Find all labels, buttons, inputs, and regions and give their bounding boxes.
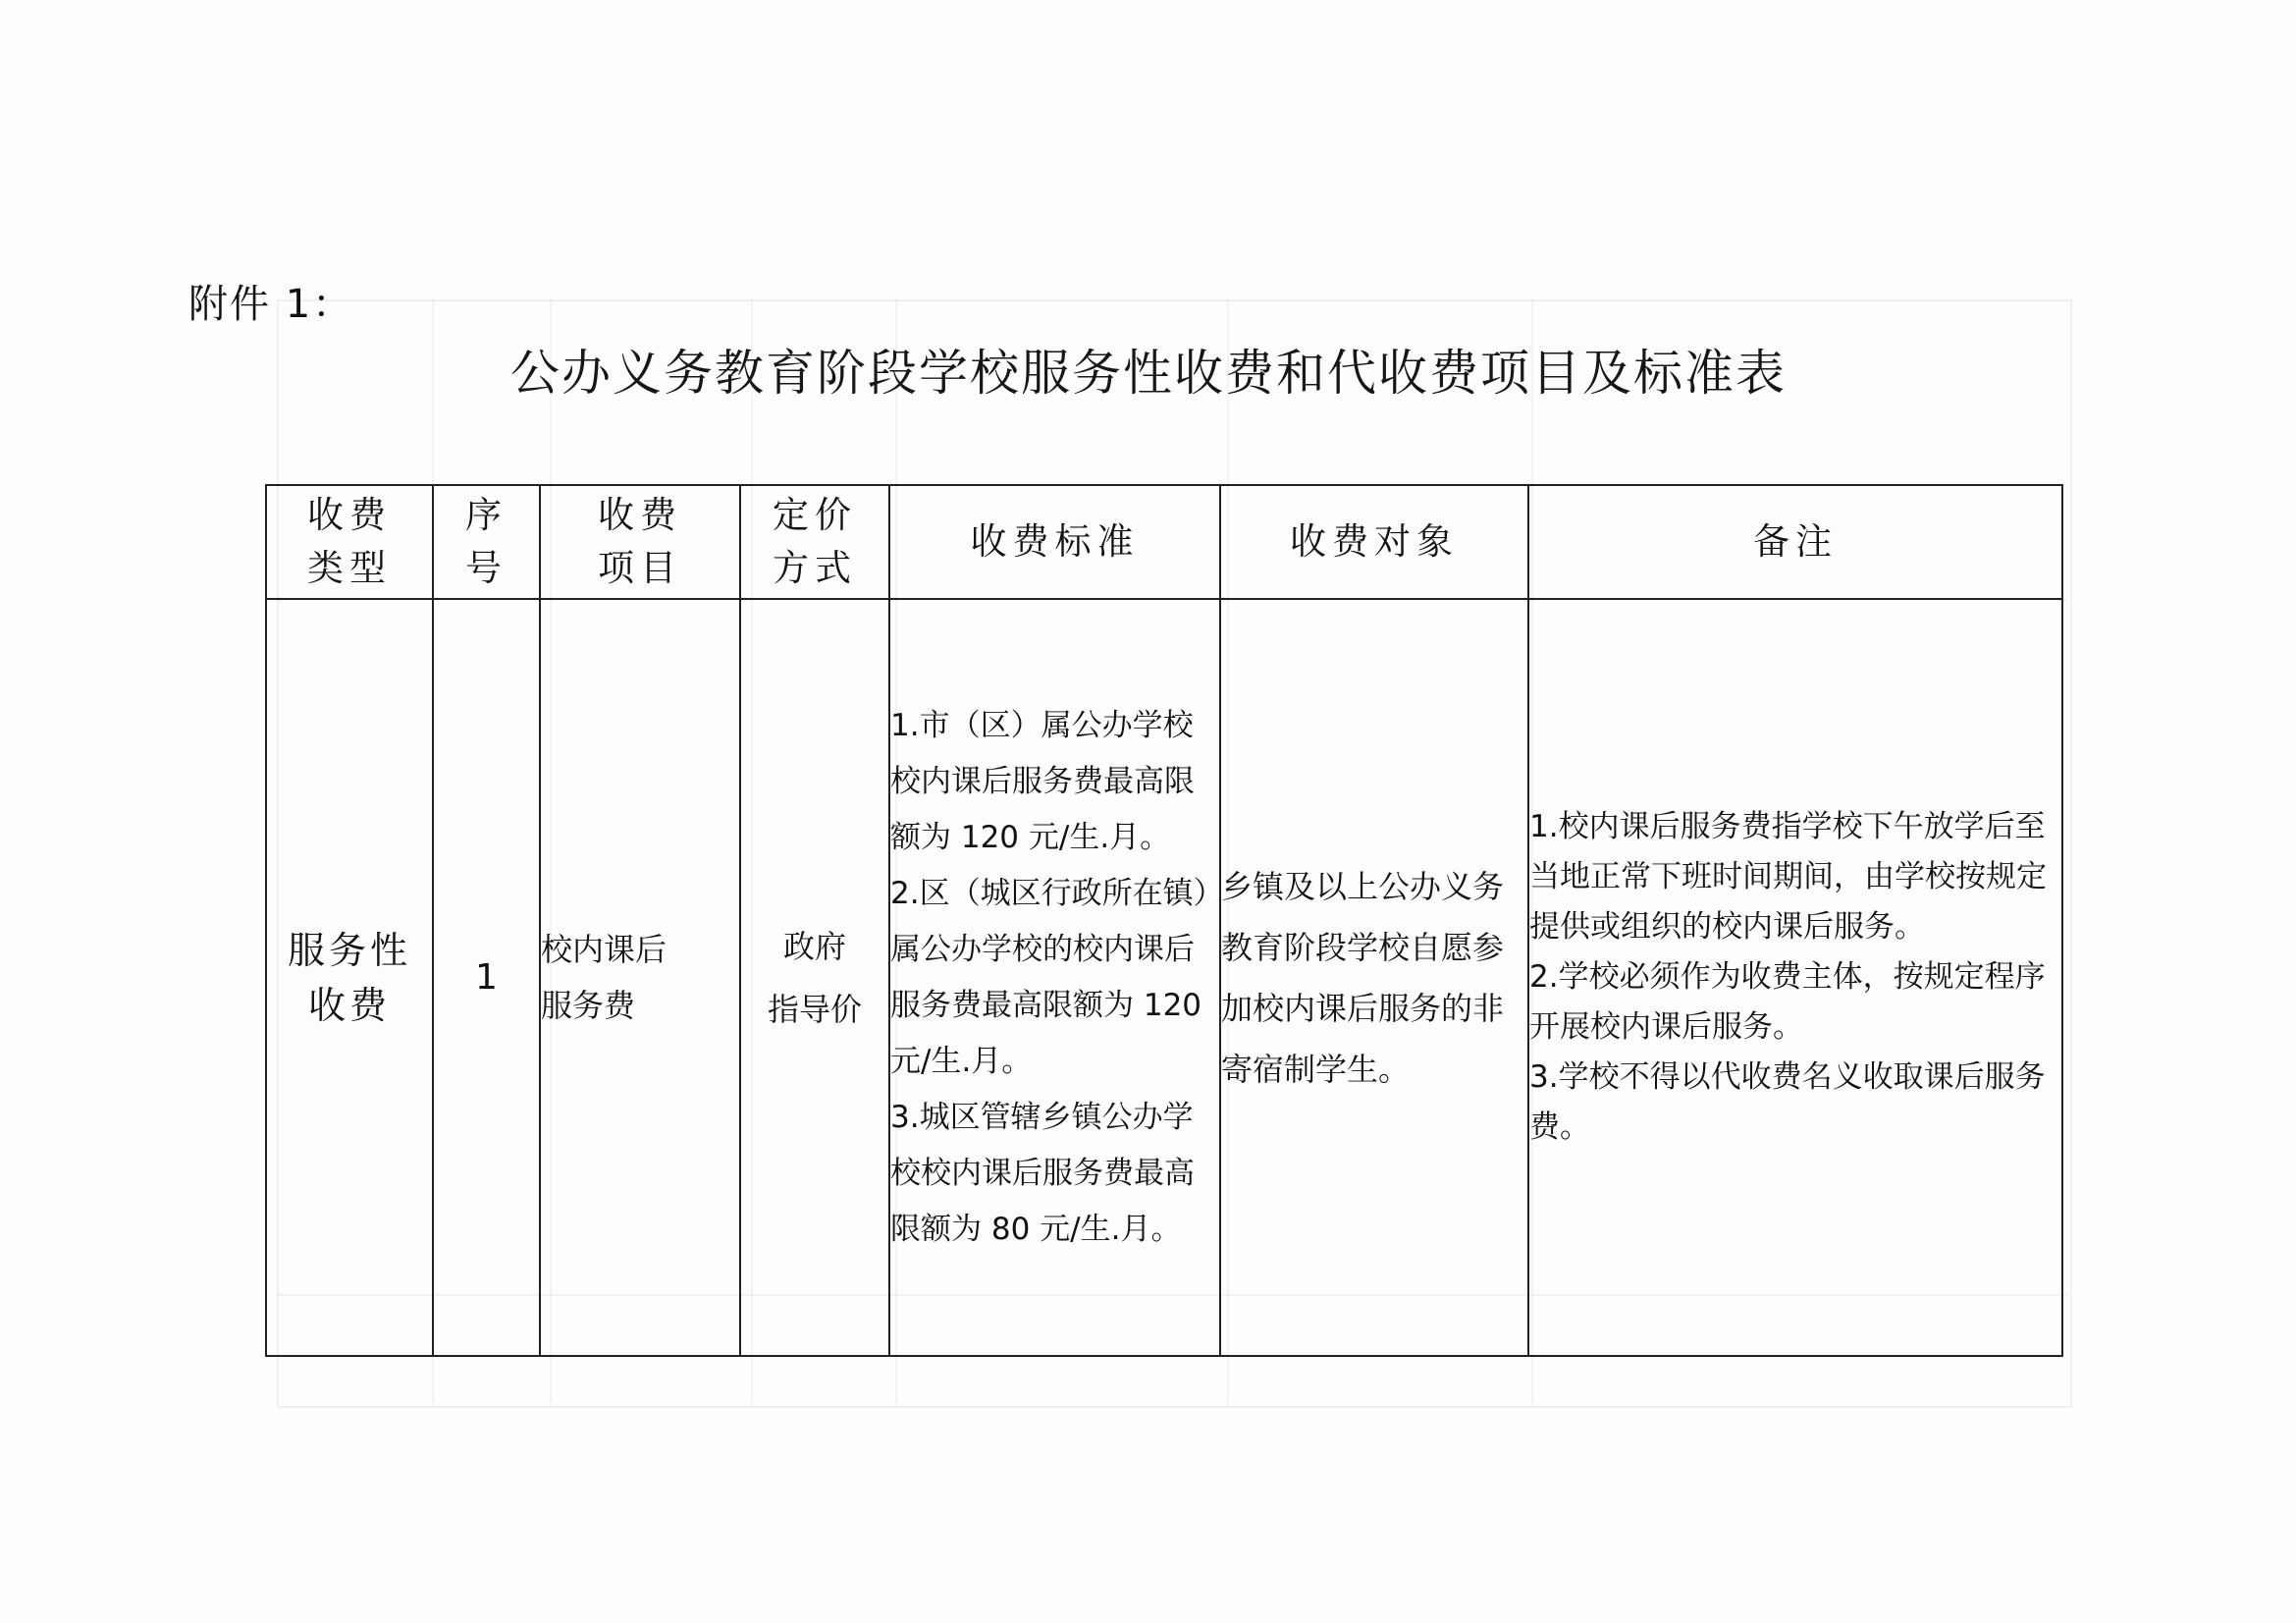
standard-item: 3.城区管辖乡镇公办学校校内课后服务费最高限额为 80 元/生.月。 <box>890 1099 1195 1247</box>
fee-standard-table <box>265 484 2063 1357</box>
header-pricing-method: 定价 方式 <box>740 485 889 599</box>
cell-serial: 1 <box>433 599 540 1356</box>
remark-item: 3.学校不得以代收费名义收取课后服务费。 <box>1529 1059 2046 1145</box>
cell-fee-standard <box>889 599 1220 1356</box>
table-row <box>266 599 2062 1356</box>
standard-item: 2.区（城区行政所在镇）属公办学校的校内课后服务费最高限额为 120 元/生.月。 <box>890 875 1209 1079</box>
cell-fee-item: 校内课后 服务费 <box>540 599 740 1356</box>
header-fee-item: 收费 项目 <box>540 485 740 599</box>
header-remarks: 备注 <box>1528 485 2062 599</box>
header-fee-standard: 收费标准 <box>889 485 1220 599</box>
cell-pricing-method: 政府 指导价 <box>740 599 889 1356</box>
header-fee-target: 收费对象 <box>1220 485 1528 599</box>
standard-item: 1.市（区）属公办学校校内课后服务费最高限额为 120 元/生.月。 <box>890 707 1195 855</box>
remark-item: 1.校内课后服务费指学校下午放学后至当地正常下班时间期间，由学校按规定提供或组织的校内课后服务。 <box>1529 809 2047 945</box>
table-header-row <box>266 485 2062 599</box>
page-title: 公办义务教育阶段学校服务性收费和代收费项目及标准表 <box>510 345 1787 402</box>
header-serial: 序 号 <box>433 485 540 599</box>
cell-fee-type: 服务性 收费 <box>266 599 433 1356</box>
cell-remarks <box>1528 599 2062 1356</box>
attachment-label: 附件 1： <box>188 282 354 327</box>
cell-fee-target: 乡镇及以上公办义务教育阶段学校自愿参加校内课后服务的非寄宿制学生。 <box>1220 599 1528 1356</box>
header-fee-type: 收费 类型 <box>266 485 433 599</box>
remark-item: 2.学校必须作为收费主体，按规定程序开展校内课后服务。 <box>1529 959 2046 1045</box>
